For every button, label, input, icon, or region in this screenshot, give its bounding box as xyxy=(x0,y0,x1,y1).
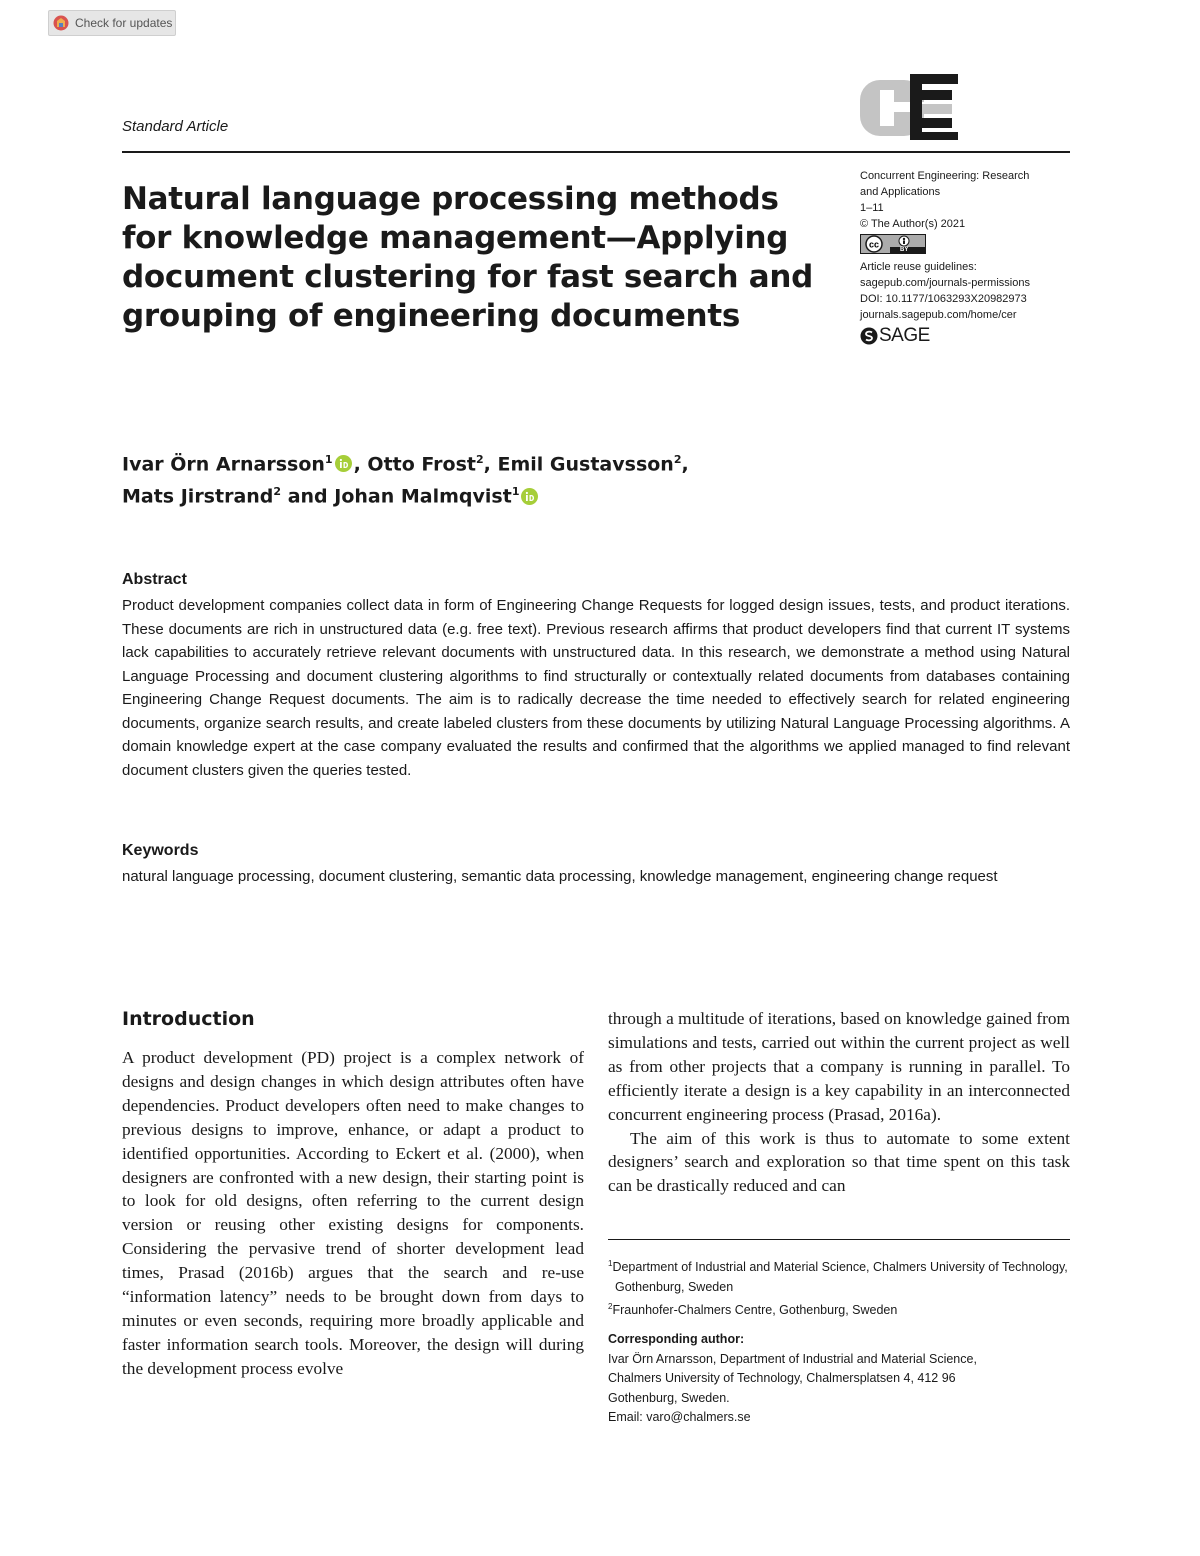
author-name: Emil Gustavsson xyxy=(497,453,674,476)
cc-license-badge[interactable] xyxy=(860,234,908,254)
corresponding-author-line: Gothenburg, Sweden. xyxy=(608,1390,730,1405)
creative-commons-icon xyxy=(860,234,926,254)
check-for-updates-button[interactable] xyxy=(48,10,176,36)
license-badge-text: BY xyxy=(900,247,909,253)
keywords-heading: Keywords xyxy=(122,842,199,859)
affiliation-text: Department of Industrial and Material Science, Chalmers University of Technology, Gothenburg, Sweden xyxy=(612,1260,1068,1294)
affiliation-item xyxy=(608,1254,1070,1297)
corresponding-author-heading: Corresponding author: xyxy=(608,1332,745,1346)
article-type-label: Standard Article xyxy=(122,118,229,135)
author-affiliation: 1 xyxy=(511,485,520,499)
body-column-left xyxy=(122,1046,584,1381)
affiliations xyxy=(608,1254,1070,1321)
author-affiliation: 2 xyxy=(273,485,282,499)
abstract-heading: Abstract xyxy=(122,571,187,588)
page-range: 1–11 xyxy=(860,202,884,214)
paragraph: The aim of this work is thus to automate to some extent designers’ search and exploration so that time spent on this task can be drastically reduced and can xyxy=(608,1128,1070,1196)
footnote-divider xyxy=(608,1239,1070,1240)
orcid-icon[interactable] xyxy=(521,488,538,505)
reuse-guidelines-label: Article reuse guidelines: xyxy=(860,261,977,273)
journal-homepage-link[interactable]: journals.sagepub.com/home/cer xyxy=(860,309,1017,321)
journal-logo xyxy=(860,74,960,140)
sage-s-icon xyxy=(860,327,878,345)
author-affiliation: 1 xyxy=(324,453,333,466)
author-list: Ivar Örn Arnarsson$^1$ , Otto Frost$^2$, Emil Gustavsson$^2$, Mats Jirstrand$^2$ and Johan Malmqvist$^1$ xyxy=(122,453,689,508)
header-divider xyxy=(122,151,1070,153)
copyright: © The Author(s) 2021 xyxy=(860,218,966,230)
publisher-logo xyxy=(860,327,1060,345)
check-for-updates-label: Check for updates xyxy=(75,16,173,30)
author-name: Mats Jirstrand xyxy=(122,485,274,508)
svg-text:cc: cc xyxy=(868,239,880,250)
reuse-guidelines-link[interactable]: sagepub.com/journals-permissions xyxy=(860,277,1030,289)
journal-name-line2: and Applications xyxy=(860,186,941,198)
author-name: Ivar Örn Arnarsson xyxy=(122,453,325,476)
update-badge-icon xyxy=(53,15,69,31)
affiliation-item xyxy=(608,1297,1070,1321)
corresponding-author xyxy=(608,1330,1070,1428)
corresponding-author-line: Chalmers University of Technology, Chalmersplatsen 4, 412 96 xyxy=(608,1371,956,1385)
body-column-right xyxy=(608,1007,1070,1198)
affiliation-number: 1 xyxy=(608,1259,613,1268)
doi[interactable]: DOI: 10.1177/1063293X20982973 xyxy=(860,293,1027,305)
paragraph: A product development (PD) project is a complex network of designs and design changes in which design attributes often have dependencies. Product developers often need to make changes to previous designs to improve, enhance, or adapt a product to identified opportunities. According to Eckert et al. (2000), when designers are confronted with a new design, their starting point is to look for old designs, often referring to the current design version or reusing other existing designs for components. Considering the pervasive trend of shorter development lead times, Prasad (2016b) argues that the search and re-use “information latency” needs to be brought down from days to minutes or even seconds, requiring more broadly applicable and faster information search tools. Moreover, the design will during the development process evolve xyxy=(122,1048,584,1378)
journal-name-line1: Concurrent Engineering: Research xyxy=(860,170,1030,182)
journal-meta xyxy=(860,168,1060,345)
author-name: Otto Frost xyxy=(367,453,476,476)
paper-title: Natural language processing methods for knowledge management—Applying document clustering for fast search and grouping of engineering documents xyxy=(122,181,814,334)
corresponding-author-email[interactable]: Email: varo@chalmers.se xyxy=(608,1410,751,1424)
author-name: Johan Malmqvist xyxy=(334,485,512,508)
publisher-name: SAGE xyxy=(879,325,930,346)
section-heading-introduction: Introduction xyxy=(122,1008,255,1030)
corresponding-author-line: Ivar Örn Arnarsson, Department of Industrial and Material Science, xyxy=(608,1351,977,1366)
keywords-text: natural language processing, document clustering, semantic data processing, knowledge management, engineering change request xyxy=(122,868,998,885)
abstract-text: Product development companies collect data in form of Engineering Change Requests for logged design issues, tests, and product iterations. These documents are rich in unstructured data (e.g. free text). Previous research affirms that product developers find that current IT systems lack capabilities to accurately retrieve relevant documents with unstructured data. In this research, we demonstrate a method using Natural Language Processing and document clustering algorithms to find structurally or contextually related documents from databases containing Engineering Change Request documents. The aim is to radically decrease the time needed to effectively search for related engineering documents, organize search results, and create labeled clusters from these documents by utilizing Natural Language Processing algorithms. A domain knowledge expert at the case company evaluated the results and confirmed that the algorithms we applied managed to find relevant document clusters given the queries tested. xyxy=(122,597,1070,779)
author-connector: and xyxy=(287,485,328,508)
orcid-icon[interactable] xyxy=(335,455,352,472)
author-affiliation: 2 xyxy=(673,453,682,466)
affiliation-text: Fraunhofer-Chalmers Centre, Gothenburg, Sweden xyxy=(612,1303,898,1318)
affiliation-number: 2 xyxy=(608,1302,613,1312)
author-affiliation: 2 xyxy=(476,453,484,466)
paragraph: through a multitude of iterations, based on knowledge gained from simulations and tests, carried out within the current project as well as from other projects that a company is running in parallel. To efficiently iterate a design is a key capability in an interconnected concurrent engineering process (Prasad, 2016a). xyxy=(608,1009,1070,1124)
